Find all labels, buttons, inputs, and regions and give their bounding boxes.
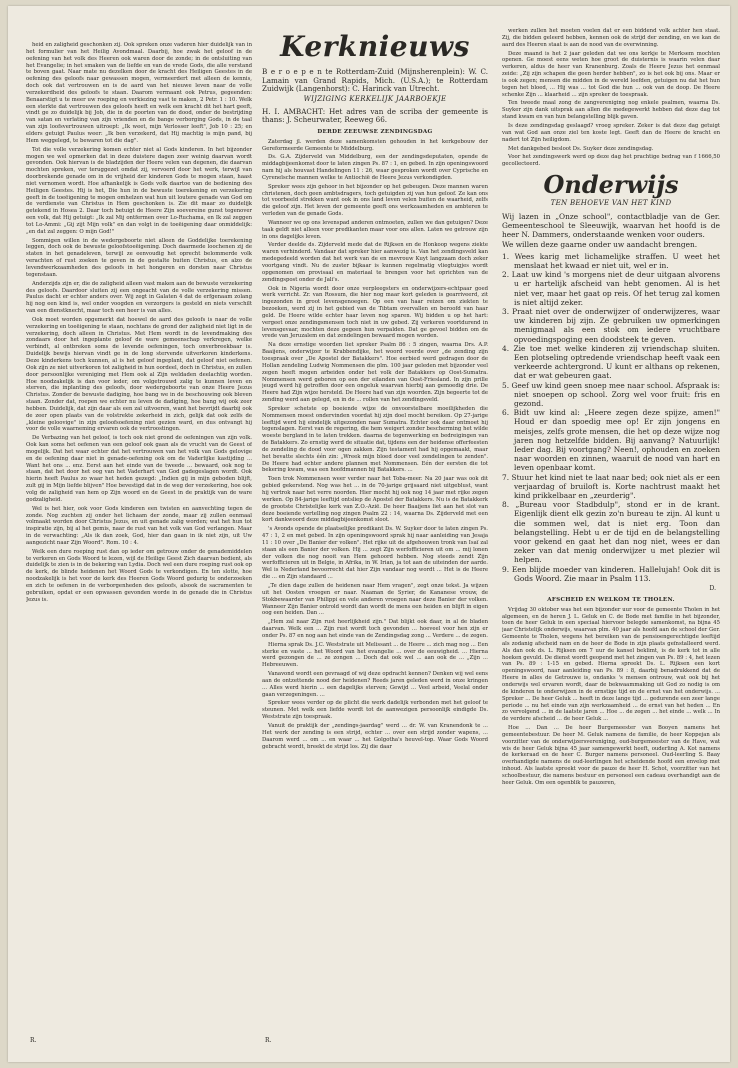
- paragraph: werken zullen het moeten voelen dat er een biddend volk achter hen staat. Zij, die bidden geleerd hebben, kennen ook de strijd der zending, en we kan de aard des Heeren staat is aan de nood van de overwinning.: [502, 28, 720, 48]
- list-item: 3. Praat niet over de onderwijzer of onderwijzeres, waar uw kinderen bij zijn. Ze gebruiken uw opmerkingen menigmaal als een stok om iedere vruchtbare opvoedingspoging een doodsteek te geven.: [502, 306, 720, 344]
- list-item: 1. Wees karig met lichamelijke straffen. U weet het menslaat het kwaad er niet uit, wel er in.: [502, 251, 720, 270]
- paragraph: Met dankgebed besloot Ds. Suyker deze zendingsdag.: [508, 145, 654, 152]
- jaarboekje-subhead: WIJZIGING KERKELIJK JAARBOEKJE: [303, 94, 447, 103]
- paragraph: Hoe ... Dan ... De heer Burgemeester van Booyen namens het gemeentebestuur. De heer M. Geluk namens de familie, de heer Koppejan als voorzitter van de onderwijzersvereniging, oud-burgemeester van de Have, wat wis de heer Geluk bijna 45 jaar samengewerkt heeft, ouderling A. Kot namens de kerkeraad en de heer C. Burger namens personeel. Oud-leerling S. Baay overhandigde namens de oud-leerlingen het scheidende hoofd een envelop met inhoud. Als laatste spreekt voor de pauze de heer H. Schot, voorzitter van het schoolbestuur, die namens bestuur en personeel een cadeau overhandigt aan de heer Geluk. Om een ogenblik te pauzeren,: [502, 725, 720, 786]
- column-kerknieuws: [262, 28, 488, 1028]
- paragraph: Ds. G.A. Zijderveld van Middelburg, een der zendingsdeputaten, opende de middagbijeenkomst door te laten zingen Ps. 87 : 1, en gebed. In zijn openingswoord nam hij als houvast Handelingen 11 : 26, waar gesproken wordt over Cyprische en Cyreneïsche mannen welke te Antiochië de Heere Jezus verkondigden.: [262, 154, 488, 181]
- intro-paragraph: Wij lazen in „Onze school", contactbladje van de Ger. Gemeenteschool te Sleeuwijk, waarvan het hoofd is de heer N. Dammers, onderstaande wenken voor ouders.: [502, 211, 720, 240]
- paragraph: Is deze zendingsdag geslaagd? vroeg spreker. Zeker is dat deze dag getuigt van wat God aan onze ziel ten koste legt. Geeft dan de Heere de kracht en nadert tot Zijn heiligdom.: [502, 122, 720, 143]
- column-signature-left: R.: [30, 1037, 37, 1044]
- paragraph: Wanneer we op ons levenspad anderen ontmoeten, zullen we dan getuigen? Deze taak geldt niet alleen voor predikanten maar voor ons allen. Laten we getrouw zijn in ons dagelijks leven.: [262, 219, 488, 240]
- list-item: 5. Geef uw kind geen snoep mee naar school. Afspraak is: niet snoepen op school. Zorg wel voor fruit: fris en gezond.: [502, 380, 720, 408]
- paragraph: heid en zaligheid geschonken zij. Ook spreken onze vaderen hier duidelijk van in het formulier van het Heilig Avondmaal. Daarbij, hoe zwak het geloof in de oefening van het volk des Heeren ook waren door de zonde; in de ontsluiting van het Evangelie; in het smaken van de liefde en van de vrede Gods, die alle verstand te boven gaat. Naar mate nu dezelken door de kracht des Heiligen Geestes in de oefening des geloofs naar gewassen mogen, vermeerdert met alleen de kennis, doch ook dat vertrouwen en is de aard van het nieuwe leven naar de volle verzekerdheid des geloofs te staan. Daarom vermaant ook Petrus, gegeenden: Benaarstigt u te meer uw roeping en verkiezing vast te maken, 2 Petr. 1 : 10. Welk een sterkte dat vertrouwen des geloofs heeft en welk een kracht dit het hart geeft, vindt ge zo duidelijk bij Job, die in de poorten van de dood, onder de bestrijding van satan en verlating van zijn vrienden en de bange verborging Gods, in de taal van zijn loofsvertrouwen uitroept: „Ik weet, mijn Verlosser leeft", Job 10 : 25; en elders getuigt Paulus weer: „Ik ben verzekerd, dat Hij machtig is mijn pand, bij Hem weggelegd, te bewaren tot die dag".: [26, 42, 252, 144]
- list-item: 6. Bidt uw kind al: „Heere zegen deze spijze, amen!" Houd er dan spoedig mee op! Er zijn jongens en meisjes, zelfs grote mensen, die het op deze wijze nog jaren nog hetzelfde bidden. Bij aanvang? Natuurlijk! Ieder dag. Bij voortgang? Neen!, ophouden en zoeken naar woorden en zinnen, waaruit de nood van hart en leven openbaar komt.: [502, 408, 720, 473]
- paragraph: Ook in Nigeria wordt door onze verpleegsters en onderwijzers-echtpaar goed werk verricht. Zr. van Rossum, die hier nog maar kort geleden is gearriveerd, zit ingezonden in groot levensgenoegen. Op een van haar reizen om ziekten te bezoeken, werd zij in het gebied van de Tibtam overvallen en beroofd van haar geld. De Heere wilde echter haar leven nog sparen. Wij bidden u op het hart: vergeet onze zendingsmensen toch niet in uw gebed. Zij verkeren voortdurend in levensgevaar, mochten deze gegeen hun verpalden. Dat ge gevoel bidden om de vrede van Jeruzalem en dat zendelingen bewaard mogen worden.: [262, 285, 488, 340]
- paragraph: Anderzijds zijn er, die de zaligheid alleen vast maken aan de bewuste verzekering des geloofs. Daardoor sluiten zij een ongeacht van de volle verzekering missen. Paulus dacht er echter anders over. Wij zegt in Galaten 4 dat de erfgenaam zolang hij nog een kind is, wel onder voogden en verzorgers is gesteld en niets verschilt van een dienstknecht, maar toch een heer is van alles.: [26, 280, 252, 315]
- paragraph: Vanavond wordt een gevraagd of wij deze opdracht kennen? Denken wij wel eens aan de ontzettende nood der heidenen? Reeds jaren geleden werd in onze kringen ... Alles werd hierin ... een dagelijks sterven; Gewijd ... Veel arbeid, Veelal onder gaan verzegeningen. ...: [262, 671, 488, 698]
- paragraph: Zaterdag jl. werden deze samenkomsten gehouden in het kerkgebouw der Gereformeerde Gemeente te Middelburg.: [262, 138, 488, 152]
- list-item: 8. „Bureau voor Stadbdulp", stond er in de krant. Eigenlijk dient elk gezin zo'n bureau te zijn. Al kunt u die sommen wel, dat is niet erg. Toon dan belangstelling. Hebt u er de tijd en de belangstelling voor gekend en gaat het dan nog niet, wees er dan zeker van dat menig onderwijzer u met plezier wil helpen.: [502, 500, 720, 565]
- column-signature-mid: R.: [265, 1037, 272, 1044]
- advice-list: [502, 252, 720, 583]
- afscheid-heading: AFSCHEID EN WELKOM TE THOLEN.: [547, 596, 675, 603]
- jaarboekje-notice: H. I. AMBACHT: Het adres van de scriba der gemeente is thans: J. Scheurwater, Reeweg 66.: [262, 106, 488, 125]
- paragraph: Wel is het hier, ook voor Gods kinderen een twisten en aanvechting tegen de zonde. Nog zuchten zij onder het lichaam der zonde, maar zij zullen eenmaal volmaakt worden door Christus Jezus, en uit genade zalig worden; wat het hun tot inspiratie zijn, bij al het gemis, naar de rust van het volk van God verlangen. Maar in de verwachting: „Als ik dan zoek, God, hier dan gaan in ik niet zijn, uit Uw aangezicht naar Zijn Woord". Rom. 10 : 4.: [26, 505, 252, 546]
- paragraph: Ook moet worden opgemerkt dat hoewel de aard des geloofs is naar de volle verzekering en toeëigening te staan, nochtans de grond der zaligheid niet ligt in de verzekering, doch alleen in Christus. Met Hem wordt in de levendmaking des zondaars door het ingeplante geloof de ware gemeenschap verkregen, welke verbindt, al ontbreken soms de levende oefeningen, toch onverbreekbaar is. Duidelijk bewijs hiervan vindt ge in de long stervende uitverkoren kinderkens. Deze kinderkens toch kunnen, al is het geloof ingeplant, dat geloof niet oefenen. Ook zijn ze niet uitverkoren tot zaligheid in hun oordeel, doch in Christus, en zullen door persoonlijke vereniging met Hem ook al Zijn weldaden deelachtig worden. Hoe noodzakelijk is dan voor ieder, om volgetrouwd zalig te kunnen leven en sterven, die inplanting des geloofs, door wedergeboorte van onze Heere Jezus Christus. Zonder de bewuste dadiging, hoe bang we in de beschouwing ook bleven staan. Zonder dat, roepen we echter nu leven de dadiging, hoe bang wij ook zeer hebben. Duidelijk, dat zijn daar als een zal uitvoeren, want het bevrijdt daarbij ook de zeer open plaats van de volstrekte zekerheid in zich, gelijk dat ook zelfs de „kleine geloovige" in zijn geloofsoefening niet gezien ward, en dus ontvangt hij voor de volle waarneming ervaren ook de vertroostingen.: [26, 316, 252, 433]
- paragraph: Spreker wees zijn gehoor in het bijzonder op het gebeugen. Deze mannen waren christenen, doch geen ambtsdragers, toch getuigden zij van hun geloof. Ze kan ons tot voorbeeld strekken want ook in ons land leven velen buiten de waarheid, zelfs die geloof zijn. Het leven der gemeente geeft ons werkzaamheden en ambteren te verleden van de genade Gods.: [262, 183, 488, 218]
- column-left: [26, 42, 252, 1042]
- paragraph: Hierna sprak Ds. J.C. Weststrate uit Melissant ... de Heere ... zich mag nog ... Een sterke en vaste ... het Woord van het evangelie ... over de eeuwigheid. ... Hierna werd gezongen de ... ze zongen ... Doch dat ook wel ... aan ook de ... „Zijn ... Hebreeuwen.: [262, 641, 488, 669]
- paragraph: De Verbazing van het geloof, is toch ook niet grond de oefeningen van zijn volk. Ook kan soms het oefenen van een geloof ook gaan als de vrucht van de Geest of mogelijk. Dat het waar echter dat het vertrouwen van het volk van Gods gelovige en de oefening daar niet in genade-oefening ook om de Vaderlijke kastijding ... Want het ons ... enz. Eerst aan het einde van de tweede ... bewaard, ook nog te staan, dat het door het oog van het Vaderhart van God gadegeslagen wordt. Ook hierin heeft Paulus zo waar het heden gezegd: „Indien gij in mijn geboden blijft, zult gij in Mijn liefde blijven" Hoe bevestigd dat in de weg der verzekering, hoe ook volg de zaligheid van hem op Zijn woord en de Geest in de praktijk van de ware godzaligheid.: [26, 435, 252, 503]
- paragraph: „Hem zal naar Zijn rust heerlijkheid zijn." Dat blijkt ook daar, in al de bladen daarvan. Welk een ... Zijn rust wordt toch gevonden ... hoeveel voor hen zijn er onder Ps. 87 en nog aan het einde van de Zendingsdag zong ... Verdere ... de zegen.: [262, 619, 488, 639]
- paragraph: Sommigen willen in de wedergeboorte niet alleen de Goddelijke toerekening leggen, doch ook de bewuste geloofstoeëigening. Doch daarmede loochenen zij de staten in het genadeleven, terwijl ze eenvoudig het oprecht belommerde volk verachten of rust zoeken te geven in de gestalte buiten Christus, en alzo de levendwerkzaamheden des geloofs in het hongeren en dorsten naar Christus tegenstaan.: [26, 237, 252, 278]
- paragraph: Vrijdag 30 oktober was het een bijzonder uur voor de gemeente Tholen in het algemeen, en de heren J. L. Geluk en C. de Bode met familie in het bijzonder, toen de heer Geluk in een speciaal hiervoor belegde samenkomst, na bijna 45 jaar Christelijk onderwijs, waarvan plm. 40 jaar als hoofd aan de school der Ger. Gemeente te Tholen, wegens het bereiken van de pensioengerechtigde leeftijd als zodanig afscheid nam en de heer de Bode in zijn plaats geïnstalleerd werd. Als dan ook ds. L. Rijksen om 7 uur de kansel beklimt, is de kerk tot in alle hoeken gevuld. De dienst wordt geopend met het zingen van Ps. 89 : 4, het lezen van Ps. 89 : 1-15 en gebed. Hierna spreekt Ds. L. Rijksen een kort openingswoord, naar aanleiding van Ps. 89 : 8, daarbij benadrukkend dat de Heere in alles de Getrouwe is, ondanks 's mensen ontrouw, wat ook bij het onderwijs wel ervaren wordt, daar de bekwaammaking uit God zo nodig is om de kinderen te onderwijzen in de ernstige tijd en de ernst van het onderwijs. ... Spreker ... De heer Geluk ... heeft in deze lange tijd ... gedurende een zeer lange periode ... nu het einde van zijn werkzaamheid ... de ernst van het heden ... En zo vervolgend ... in de laatste jaren ... Hoe ... de zegen ... het einde ... welk ... In de verdere afscheid ... de heer Geluk ...: [502, 606, 720, 723]
- list-item: 9. Een blijde moeder van kinderen. Hallelujah! Ook dit is Gods Woord. Zie maar in Psalm 113.: [502, 564, 720, 583]
- paragraph: Vanuit de praktijk der „zendings-jaardag" werd ... dr. W. van Kranendonk te ... Het werk der zending is een strijd, echter ... over een strijd zonder wapens, ... Daarom werd ... om ... en waar ... het Golgotha's heuvel-top. Waar Gods Woord gebracht wordt, breekt de strijd los. Zij die daar: [262, 723, 488, 750]
- paragraph: „Te dien dage zullen de heidenen naar Hem vragen", zegt onze tekst. Ja wijzen uit het Oosten vroegen er naar. Naaman de Syrier, de Kananese vrouw, de Stokbewaarder van Philippi en vele anderen vroegen naar deze Banier der volken. Wanneer Zijn Banier ontrold wordt dan wordt de mens een heiden en blijft in eigen oog een heiden. Dan ...: [262, 582, 488, 617]
- kerknieuws-masthead: Kerknieuws: [280, 30, 470, 63]
- onderwijs-masthead: Onderwijs: [543, 170, 679, 200]
- paragraph: Voor het zendingswerk werd op deze dag het prachtige bedrag van f 1666,50 gecollecteerd.: [502, 154, 720, 168]
- paragraph: Spreker schetste op boeiende wijze de onvoorstelbare moeilijkheden die Nommensen moest ondervinden voordat hij zijn doel mocht bereiken. Op 27-jarige leeftijd werd hij eindelijk uitgezonden naar Sumatra. Echter ook daar ontmoet hij tegenslagen. Eerst van de regering, die hem weigert zonder bescherming het wilde woeste bergland in te laten trekken. daarna de tegenwerking en bedreigingen van de Batakkers. Zo ernstig werd de situatie dat, tijdens een der heidense offerfeesten de zendeling de dood voor ogen zakken. Zijn testament had hij opgemaakt, maar het bevatte slechts één zin: „Wreek mijn bloed door veel zendelingen te zenden". De Heere had echter andere plannen met Nommensen. Eén der eersten die tot bekering kwam, was een hoofdmannen bij Batakkers. ...: [262, 405, 488, 474]
- paragraph: Deze maand is het 2 jaar geleden dat we ons kerkje te Merksem mochten openen. Ge moest eens weten hoe groot de duisternis is waarin velen daar verkeren, aldus de heer van Kranenburg. Zoals de Heere Jezus het eenmaal zeide: „Zij zijn schapen die geen herder hebben", zo is het ook bij ons. Maar er is ook zegen; mensen die midden in de wereld leefden, getuigen nu dat het hun tegen het bloed, ... Hij was ... tot God die hun ... ook van de doop. De Heere schenke Zijn ... klaarheid ... zijn spreker de toespraak.: [502, 50, 720, 98]
- paragraph: Na deze ernstige woorden liet spreker Psalm 86 : 5 zingen, waarna Drs. A.P. Baaijens, onderwijzer te Krabbendijke, het woord voerde over „de zending zijn toespraak over „De Apostel der Batakkers". Hoe eerbied werd gedragen door de Hollan zendeling Ludwig Nommensen die plm. 100 jaar geleden met bijzonder veel zegen heeft mogen arbeiden onder het volk der Batakkers op Oost-Sumatra. Nommensen werd geboren op een der eilanden van Oost-Friesland. In zijn prille jeugd werd hij getroffen door een ongeluk waarvan hierbij aan gemoedig drie. De Heere had Zijn wijze hersteld. De Heere had van zijn woorden. Zijn begeerte tot de zending werd aan gelegd, en in de ... rollen van het zendingsveld.: [262, 342, 488, 404]
- paragraph: Welk een dure roeping rust dan op ieder om getrouw onder de genademiddelen te verkeren en Gods Woord te lezen, wijl de Heilige Geest Zich daarvan bedient, als duidelijk te zien is in de bekering van Lydia. Doch wel een dure roeping rust ook op de kerk, de blinde heidenen het Woord Gods te verkondigen. En ten slotte, hoe noodzakelijk is het voor de kerk des Heeren Gods Woord gedurig te onderzoeken en zich te oefenen in de verborgenheden des geloofs, alsook de sacramenten te gebruiken, opdat er een opwassen gevonden worde in de genade die in Christus Jezus is.: [26, 548, 252, 603]
- onderwijs-subhead: TEN BEHOEVE VAN HET KIND: [550, 199, 672, 208]
- paragraph: Spreker wees verder op de plicht die werk dadelijk verbonden met het geloof te steunen. Met welk een liefde wordt tot de aanwezigen persoonlijk eindigde Ds. Weststrate zijn toespraak.: [262, 700, 488, 721]
- paragraph: Toen trok Nommensen weer verder naar het Toba-meer. Na 20 jaar was ook dit gebied gekerstend. Nog was het ... in de 70-jarige grijsaard niet uitgeblust, want hij vertrok naar het verre noorden. Hier mocht hij ook nog 14 jaar met rijke zegen werken. Op 84-jarige leeftijd ontsliep de Apostel der Batakkers. Nu is de Batakkerk de grootste Christelijke kerk van Z.O.-Azië. De heer Baaijens liet aan het slot van deze boeiende vertelling nog zingen Psalm 22 : 14, waarna Ds. Zijderveld met een kort dankwoord deze middagbijeenkomst sloot.: [262, 476, 488, 524]
- column-right: [502, 28, 720, 1028]
- beroepen-notice: B e r o e p e n te Rotterdam-Zuid (Mijnsherenplein): W. C. Lamain van Grand Rapids, Mich. (U.S.A.); te Rotterdam Zuidwijk (Langenhorst): C. Harinck van Utrecht.: [262, 67, 488, 94]
- signature: D.: [709, 585, 716, 592]
- list-item: 4. Zie toe met welke kinderen zij vriendschap sluiten. Een plotseling optredende vriendschap heeft vaak een verkeerde achtergrond. U kunt er althans op rekenen, dat er wat gebeuren gaat.: [502, 343, 720, 381]
- paragraph: Ten tweede maal zong de zangvereniging nog enkele psalmen, waarna Ds. Suyker zijn dank uitsprak aan allen die medegewerkt hebben dat deze dag tot stand kwam en van hun belangstelling blijk gaven.: [502, 100, 720, 121]
- newspaper-page: [8, 6, 730, 1062]
- paragraph: Tot die volle verzekering komen echter niet al Gods kinderen. In het bijzonder mogen we wel opmerken dat in deze duistere dagen zeer weinig daarvan wordt gevonden. Ook hiervan is de bladzijden der Heere velen van degenen, die daarvan mochten spreken, ver teruggezet omdat zij, vervoerd door het werk, terwijl van doorbrekende genade om in de vrijheid der kinderen Gods te mogen staan, haast niet vernomen wordt. Hoe afhankelijk is Gods volk daartoe van de bediening des Heiligen Geestes. Hij is het, Die hun in de bewuste toerekening en verzekering geeft in de toeëigening te mogen omhelzen wat hun uit loutere genade van God om de verdienste van Christus in Hem geschonken is. Zie dit maar zo duidelijk getekend in Hosea 2. Daar toch betuigt de Heere Zijn soevereine gunst tegenover een volk, dat Hij getuigt: „Ik zal Mij ontfermen over Lo-Ruchama, en Ik zal zeggen tot Lo-Ammi: „Gij zijt Mijn volk" en dan volgt in de toeëigening daar onmiddelijk: „en dat zal zeggen: O mijn God!": [26, 146, 252, 235]
- paragraph: Verder deelde ds. Zijderveld mede dat de Rijksen en de Honkoop wegens ziekte waren verhinderd. Vandaar dat spreker hier aanwezig is. Van het zendingsveld kan medegedeeld worden dat het werk van de en mevrouw Kuyt langzaam doch zeker voortgang vindt. Nu de zuster bijkaar is kunnen regelmatig vliegtuigjes wordt opgenomen om provisaal en materiaal te brengen voor het oprichten van de zendingspost onder de Jali's.: [262, 242, 488, 283]
- onderwijs-intro: [502, 212, 720, 250]
- paragraph: 's Avonds opende de plaatselijke predikant Ds. W. Suyker door te laten zingen Ps. 47 : 1, 2 en met gebed. In zijn openingswoord sprak hij naar aanleiding van Jesaja 11 : 10 over „De Banier der volken". Het rijke uit de afgehouwen tronk van Isaï zal staan als een Banier der volken. Hij ... zegt Zijn werfofficieren uit om ... mij lonen der volken die nog nooit van Hem gehoord hebben. Nog steeds zendt Zijn werfofficieren uit in Belgie, in Afrika, in W. Irian, ja tot aan de uiteinden der aarde. Wel is Nederland bevoorrecht dat hier Zijn vandaar nog wordt ... Het is de Heere die ... en Zijn standaard ...: [262, 526, 488, 581]
- intro-paragraph: We willen deze gaarne onder uw aandacht brengen.: [502, 240, 698, 250]
- zendingsdag-heading: DERDE ZEEUWSE ZENDINGSDAG: [317, 128, 433, 135]
- list-item: 2. Laat uw kind 's morgens niet de deur uitgaan alvorens u er hartelijk afscheid van hebt genomen. Al is het niet ver, maar het gaat op reis. Of het terug zal komen is niet altijd zeker.: [502, 270, 720, 307]
- list-item: 7. Stuur het kind niet te laat naar bed; ook niet als er een verjaardag of bruiloft is. Korte nachtrust maakt het kind prikkelbaar en „zeurderig".: [502, 472, 720, 500]
